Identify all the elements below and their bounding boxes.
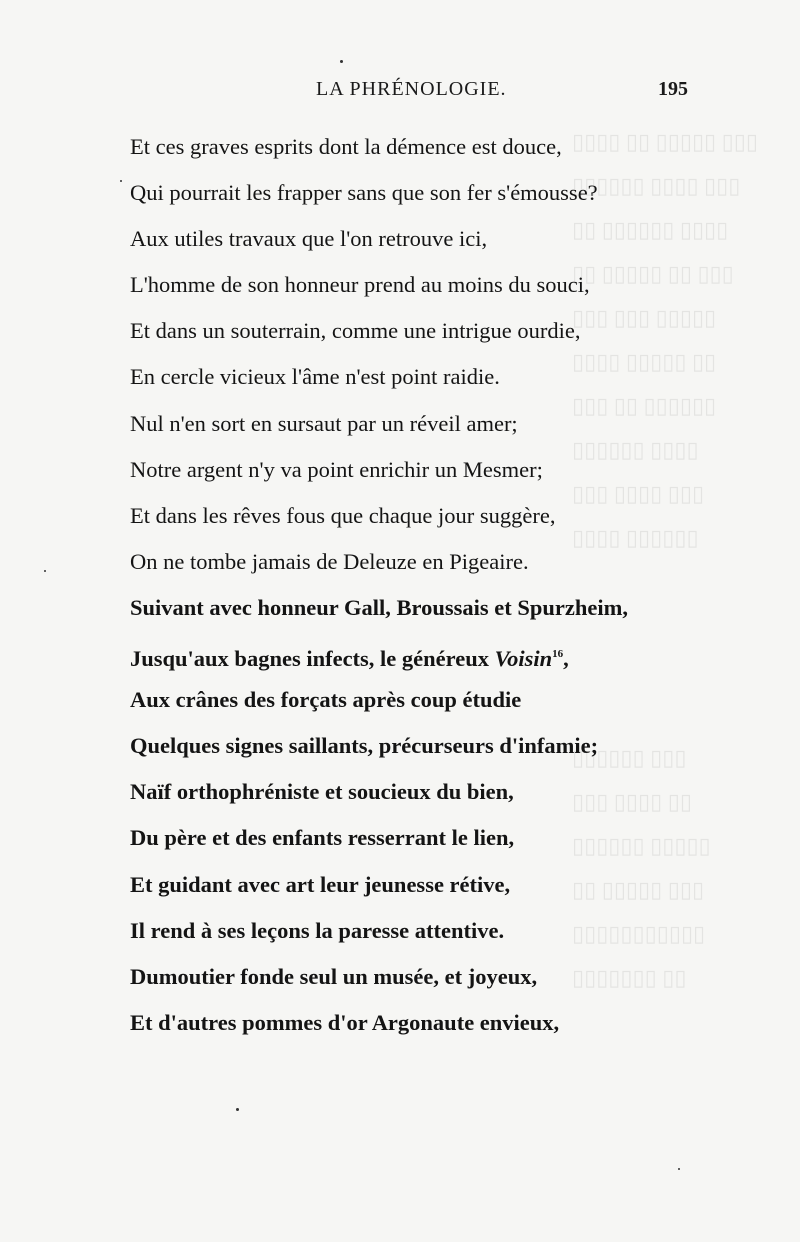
ink-speck: [340, 60, 343, 63]
verse-line: En cercle vicieux l'âme n'est point raidie.: [130, 364, 500, 390]
verse-line: Et dans un souterrain, comme une intrigue ourdie,: [130, 318, 581, 344]
ink-speck: [44, 570, 46, 572]
verse-line: Qui pourrait les frapper sans que son fer s'émousse?: [130, 180, 598, 206]
verse-line: Et ces graves esprits dont la démence est douce,: [130, 134, 562, 159]
verse-line: Naïf orthophréniste et soucieux du bien,: [130, 779, 514, 805]
running-title: LA PHRÉNOLOGIE.: [316, 78, 507, 100]
page-number: 195: [658, 78, 688, 100]
verse-line-with-note: [130, 631, 730, 677]
verse-line: Et dans les rêves fous que chaque jour suggère,: [130, 502, 556, 528]
ink-speck: [678, 1168, 680, 1170]
ink-speck: [120, 180, 122, 182]
verse-line: Suivant avec honneur Gall, Broussais et Spurzheim,: [130, 594, 628, 620]
verse-line: Et d'autres pommes d'or Argonaute envieux,: [130, 1009, 560, 1035]
verse-line: On ne tombe jamais de Deleuze en Pigeaire.: [130, 548, 529, 574]
verse-line: Dumoutier fonde seul un musée, et joyeux,: [130, 963, 538, 989]
italic-name: Voisin: [494, 646, 553, 672]
footnote-ref: 16: [552, 648, 564, 661]
verse-line: Aux crânes des forçats après coup étudie: [130, 687, 522, 713]
verse-line: Du père et des enfants resserrant le lien,: [130, 825, 515, 851]
verse-line: Aux utiles travaux que l'on retrouve ici,: [130, 226, 488, 252]
page-header: [0, 74, 800, 114]
verse-line: Nul n'en sort en sursaut par un réveil amer;: [130, 410, 518, 436]
verse-line: Et guidant avec art leur jeunesse rétive,: [130, 871, 511, 897]
verse-text: Jusqu'aux bagnes infects, le généreux: [130, 646, 495, 672]
show-through-text: ▯▯▯ ▯▯▯▯▯ ▯▯ ▯▯▯▯ ▯▯▯ ▯▯▯▯ ▯▯▯▯▯▯ ▯▯▯▯ ▯▯▯▯▯▯ ▯▯ ▯▯▯ ▯▯ ▯▯▯▯▯ ▯▯ ▯▯▯▯▯ ▯▯▯ ▯▯▯ ▯▯ ▯▯▯▯▯ ▯▯▯▯ ▯▯▯▯▯▯ ▯▯ ▯▯▯ ▯▯▯▯ ▯▯▯▯▯▯ ▯▯▯ ▯▯▯▯ ▯▯▯ ▯▯▯▯▯▯ ▯▯▯▯ ▯▯▯ ▯▯▯▯▯▯ ▯▯ ▯▯▯▯ ▯▯▯ ▯▯▯▯▯ ▯▯▯▯▯▯ ▯▯▯ ▯▯▯▯▯ ▯▯ ▯▯▯▯▯▯▯▯▯▯▯ ▯▯ ▯▯▯▯▯▯▯: [572, 129, 758, 990]
verse-line: Il rend à ses leçons la paresse attentive.: [130, 917, 505, 943]
verse-line: Quelques signes saillants, précurseurs d'infamie;: [130, 733, 599, 759]
poem: [130, 124, 730, 1046]
verse-punctuation: ,: [563, 646, 569, 672]
ink-speck: [236, 1108, 239, 1111]
verse-line: Notre argent n'y va point enrichir un Mesmer;: [130, 456, 543, 482]
verse-line: L'homme de son honneur prend au moins du souci,: [130, 272, 590, 298]
